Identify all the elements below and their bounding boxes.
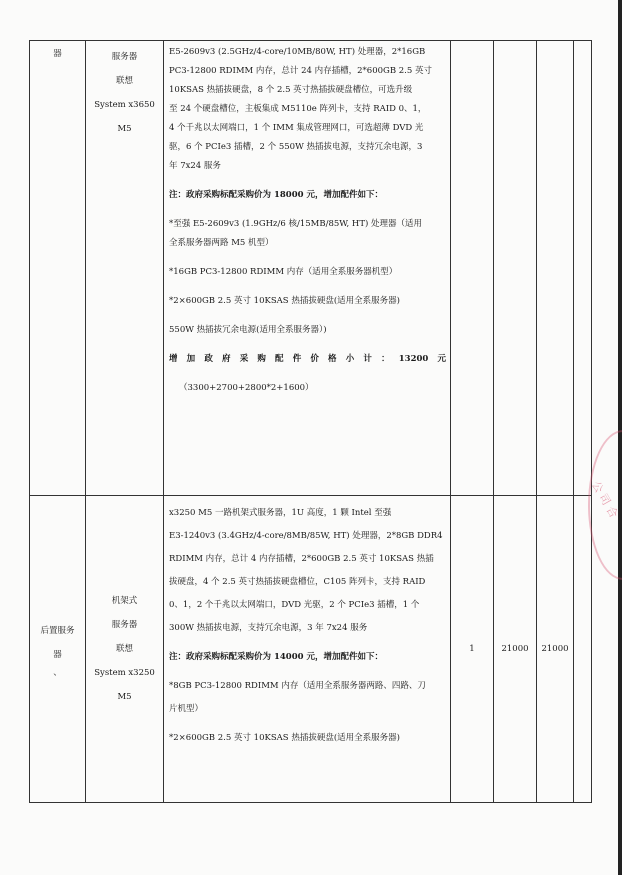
subtotal-char: 件: [292, 354, 302, 364]
quantity-cell: [451, 41, 494, 496]
addon-line: *2×600GB 2.5 英寸 10KSAS 热插拔硬盘(适用全系服务器): [169, 296, 400, 306]
spec-table: [29, 40, 592, 803]
category-cell: [30, 496, 86, 803]
spec-description-cell: [164, 41, 451, 496]
product-name-line: 联想: [115, 644, 133, 654]
subtotal-char: 政: [204, 354, 213, 364]
remark-cell: [574, 41, 592, 496]
spec-line: E5-2609v3 (2.5GHz/4-core/10MB/80W, HT) 处理器，2*16GB: [169, 47, 426, 57]
seal-lettering: 公 司 合: [589, 479, 621, 521]
subtotal-char: 价: [310, 354, 319, 364]
addon-line: 550W 热插拔冗余电源(适用全系服务器）): [169, 325, 327, 335]
product-name-line: 联想: [115, 76, 133, 86]
subtotal-char: 配: [275, 354, 284, 364]
spec-line: 驱，6 个 PCIe3 插槽，2 个 550W 热插拔电源，支持冗余电源，3: [169, 142, 423, 152]
remark-cell: [574, 496, 592, 803]
subtotal-line: [169, 350, 446, 369]
spec-line: 4 个千兆以太网端口，1 个 IMM 集成管理网口，可选超薄 DVD 光: [169, 123, 424, 133]
table-row: [30, 496, 592, 803]
subtotal-char: 小: [345, 354, 355, 364]
subtotal-char: 采: [239, 354, 249, 364]
addon-line: 全系服务器两路 M5 机型）: [169, 238, 274, 248]
unit-price-cell: [494, 41, 537, 496]
product-name-line: M5: [117, 124, 132, 134]
category-line: 后置服务: [40, 626, 75, 636]
category-cell: [30, 41, 86, 496]
product-name-cell: [86, 496, 164, 803]
official-seal: [588, 430, 622, 580]
addon-line: *至强 E5-2609v3 (1.9GHz/6 核/15MB/85W, HT) 处理器（适用: [169, 219, 423, 229]
spec-line: 至 24 个硬盘槽位，主板集成 M5110e 阵列卡，支持 RAID 0、1，: [169, 104, 427, 114]
price-note: 注：政府采购标配采购价为 14000 元，增加配件如下：: [169, 652, 383, 662]
subtotal-char: 计: [363, 354, 372, 364]
spec-line: 拔硬盘，4 个 2.5 英寸热插拔硬盘槽位，C105 阵列卡，支持 RAID: [169, 577, 426, 587]
product-name-line: System x3250: [94, 668, 155, 678]
product-name-line: System x3650: [94, 100, 155, 110]
subtotal-char: 加: [186, 354, 196, 364]
category-line: 器: [53, 650, 62, 660]
subtotal-char: 府: [222, 354, 231, 364]
spec-line: RDIMM 内存，总计 4 内存插槽，2*600GB 2.5 英寸 10KSAS 热插: [169, 554, 434, 564]
spec-line: x3250 M5 一路机架式服务器，1U 高度，1 颗 Intel 至强: [169, 508, 392, 518]
quantity-cell: 1: [451, 496, 494, 803]
total-cell: 21000: [537, 496, 574, 803]
category-line: 、: [53, 668, 62, 678]
spec-line: 10KSAS 热插拔硬盘，8 个 2.5 英寸热插拔硬盘槽位，可选升级: [169, 85, 413, 95]
subtotal-char: ：: [381, 354, 390, 364]
category-label: 器: [53, 49, 62, 59]
price-note: 注：政府采购标配采购价为 18000 元，增加配件如下：: [169, 190, 383, 200]
product-name-line: 服务器: [111, 620, 138, 630]
addon-line: *16GB PC3-12800 RDIMM 内存（适用全系服务器机型）: [169, 267, 398, 277]
addon-line: 片机型）: [169, 704, 204, 714]
subtotal-formula: （3300+2700+2800*2+1600）: [179, 383, 314, 393]
spec-line: E3-1240v3 (3.4GHz/4-core/8MB/85W, HT) 处理器，2*8GB DDR4: [169, 531, 443, 541]
spec-description-cell: [164, 496, 451, 803]
spec-line: 300W 热插拔电源，支持冗余电源，3 年 7x24 服务: [169, 623, 368, 633]
addon-line: *2×600GB 2.5 英寸 10KSAS 热插拔硬盘(适用全系服务器): [169, 733, 400, 743]
product-name-line: 机架式: [111, 596, 138, 606]
product-name-cell: [86, 41, 164, 496]
subtotal-char: 购: [257, 354, 266, 364]
spec-line: 0、1，2 个千兆以太网端口，DVD 光驱，2 个 PCIe3 插槽，1 个: [169, 600, 420, 610]
product-name-line: M5: [117, 692, 132, 702]
subtotal-char: 格: [328, 354, 337, 364]
unit-price-cell: 21000: [494, 496, 537, 803]
subtotal-unit: 元: [437, 354, 446, 364]
subtotal-char: 增: [169, 354, 178, 364]
table-row: [30, 41, 592, 496]
product-name-line: 服务器: [111, 52, 138, 62]
subtotal-amount: 13200: [398, 354, 429, 364]
spec-line: PC3-12800 RDIMM 内存，总计 24 内存插槽，2*600GB 2.5 英寸: [169, 66, 432, 76]
addon-line: *8GB PC3-12800 RDIMM 内存（适用全系服务器两路、四路、刀: [169, 681, 426, 691]
spec-line: 年 7x24 服务: [169, 161, 221, 171]
total-cell: [537, 41, 574, 496]
